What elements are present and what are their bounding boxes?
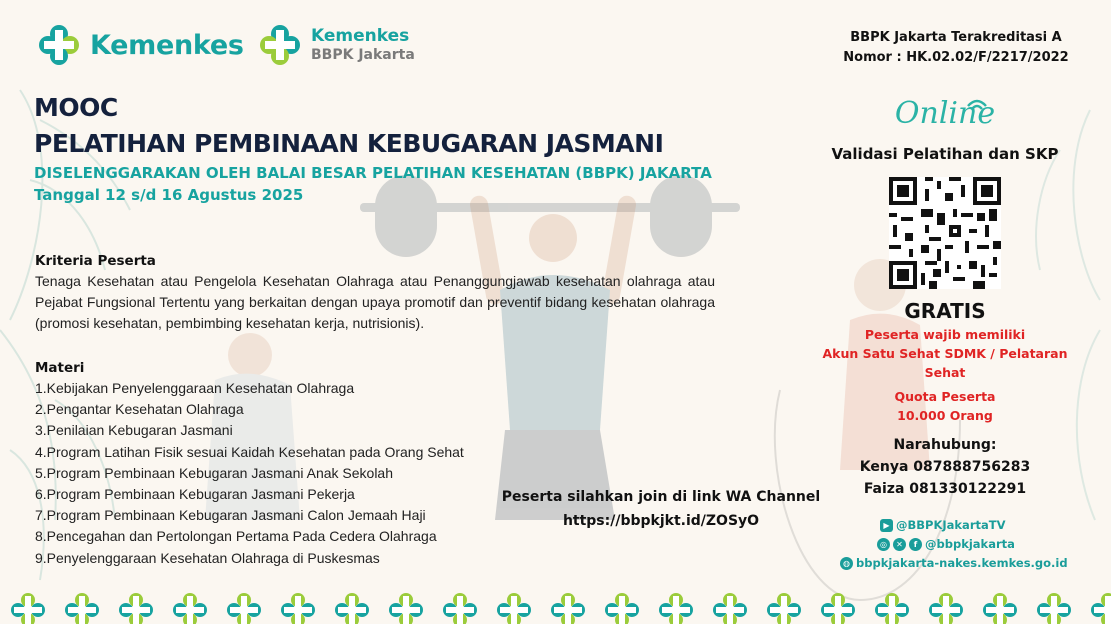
facebook-icon: f — [909, 538, 922, 551]
social-handles-row[interactable] — [840, 537, 1070, 551]
wa-channel-link[interactable]: https://bbpkjkt.id/ZOSyO — [562, 513, 760, 529]
youtube-icon: ▶ — [880, 519, 893, 532]
logo-sub-top: Kemenkes — [311, 26, 410, 46]
footer-emblem-icon — [929, 593, 963, 624]
criteria-heading: Kriteria Peserta — [35, 253, 156, 269]
footer-emblem-icon — [335, 593, 369, 624]
footer-emblem-icon — [551, 593, 585, 624]
validation-label: Validasi Pelatihan dan SKP — [831, 145, 1059, 163]
footer-emblem-icon — [227, 593, 261, 624]
criteria-text: Tenaga Kesehatan atau Pengelola Kesehatan Olahraga atau Penanggungjawab kesehatan olahraga atau Pejabat Fungsional Tertentu yang berkaitan dengan upaya promotif dan preventif bidang kesehatan olahraga (promosi kesehatan, pembimbing kesehatan kerja, nutrisionis). — [35, 273, 715, 331]
online-label: Online — [894, 96, 996, 131]
materi-item: 5.Program Pembinaan Kebugaran Jasmani Anak Sekolah — [35, 464, 393, 481]
footer-emblem-icon — [713, 593, 747, 624]
footer-emblem-icon — [173, 593, 207, 624]
contact-faiza: Faiza 081330122291 — [863, 481, 1027, 497]
title-block — [34, 90, 754, 206]
title-mooc: MOOC — [34, 93, 118, 122]
materi-heading: Materi — [35, 360, 85, 376]
bbpk-emblem-icon — [257, 22, 303, 68]
youtube-handle: @BBPKJakartaTV — [896, 518, 1006, 532]
wa-channel-block — [500, 485, 822, 533]
footer-emblem-icon — [443, 593, 477, 624]
website-row[interactable] — [840, 556, 1070, 570]
footer-emblem-icon — [119, 593, 153, 624]
footer-emblem-icon — [281, 593, 315, 624]
accreditation-block — [838, 28, 1074, 68]
wifi-icon — [966, 98, 988, 114]
youtube-row[interactable] — [840, 518, 1070, 532]
footer-emblem-icon — [767, 593, 801, 624]
contact-heading: Narahubung: — [893, 437, 997, 453]
footer-emblem-icon — [1037, 593, 1071, 624]
gratis-label: GRATIS — [904, 299, 986, 323]
quota-label: Quota Peserta — [894, 389, 996, 404]
footer-emblem-icon — [497, 593, 531, 624]
x-icon: ✕ — [893, 538, 906, 551]
materi-item: 8.Pencegahan dan Pertolongan Pertama Pada Cedera Olahraga — [35, 528, 437, 545]
qr-code[interactable] — [889, 177, 1001, 289]
requirement-line1: Peserta wajib memiliki — [864, 327, 1026, 342]
materi-item: 6.Program Pembinaan Kebugaran Jasmani Pekerja — [35, 486, 355, 503]
kemenkes-emblem-icon — [36, 22, 82, 68]
wa-channel-text: Peserta silahkan join di link WA Channel — [501, 489, 821, 505]
footer-emblem-band — [0, 590, 1111, 624]
footer-emblem-icon — [389, 593, 423, 624]
materi-item: 4.Program Latihan Fisik sesuai Kaidah Kesehatan pada Orang Sehat — [35, 443, 464, 460]
materi-list — [35, 378, 555, 569]
materi-item: 1.Kebijakan Penyelenggaraan Kesehatan Olahraga — [35, 380, 355, 396]
quota-value: 10.000 Orang — [897, 408, 993, 423]
date-line: Tanggal 12 s/d 16 Agustus 2025 — [34, 186, 304, 204]
page-title: PELATIHAN PEMBINAAN KEBUGARAN JASMANI — [34, 129, 664, 158]
social-block — [840, 518, 1070, 570]
footer-emblem-icon — [11, 593, 45, 624]
social-handle: @bbpkjakarta — [925, 537, 1015, 551]
materi-item: 3.Penilaian Kebugaran Jasmani — [35, 422, 233, 439]
criteria-section — [35, 253, 715, 334]
accreditation-line1: BBPK Jakarta Terakreditasi A — [850, 30, 1062, 45]
globe-icon: ◍ — [840, 557, 853, 570]
logo-main-text: Kemenkes — [90, 29, 244, 61]
bbpk-logo — [257, 22, 415, 68]
instagram-icon: ◎ — [877, 538, 890, 551]
contact-block — [800, 434, 1090, 500]
footer-emblem-icon — [821, 593, 855, 624]
footer-emblem-icon — [605, 593, 639, 624]
right-panel — [800, 96, 1090, 500]
logo-sub-bottom: BBPK Jakarta — [311, 47, 415, 63]
website-url: bbpkjakarta-nakes.kemkes.go.id — [856, 556, 1068, 570]
materi-item: 2.Pengantar Kesehatan Olahraga — [35, 401, 244, 418]
contact-kenya: Kenya 087888756283 — [859, 459, 1031, 475]
materi-section — [35, 360, 555, 569]
materi-item: 9.Penyelenggaraan Kesehatan Olahraga di Puskesmas — [35, 549, 380, 566]
requirement-block — [800, 325, 1090, 382]
footer-emblem-icon — [1091, 593, 1111, 624]
footer-emblem-icon — [875, 593, 909, 624]
qr-code-icon — [889, 177, 1001, 289]
accreditation-number: Nomor : HK.02.02/F/2217/2022 — [843, 50, 1069, 65]
footer-emblem-icon — [983, 593, 1017, 624]
materi-item: 7.Program Pembinaan Kebugaran Jasmani Calon Jemaah Haji — [35, 507, 426, 524]
quota-block — [800, 387, 1090, 425]
requirement-line2: Akun Satu Sehat SDMK / Pelataran Sehat — [822, 346, 1068, 380]
kemenkes-logo — [36, 22, 244, 68]
organizer-line: DISELENGGARAKAN OLEH BALAI BESAR PELATIHAN KESEHATAN (BBPK) JAKARTA — [34, 164, 712, 182]
footer-emblem-icon — [659, 593, 693, 624]
footer-emblem-icon — [65, 593, 99, 624]
